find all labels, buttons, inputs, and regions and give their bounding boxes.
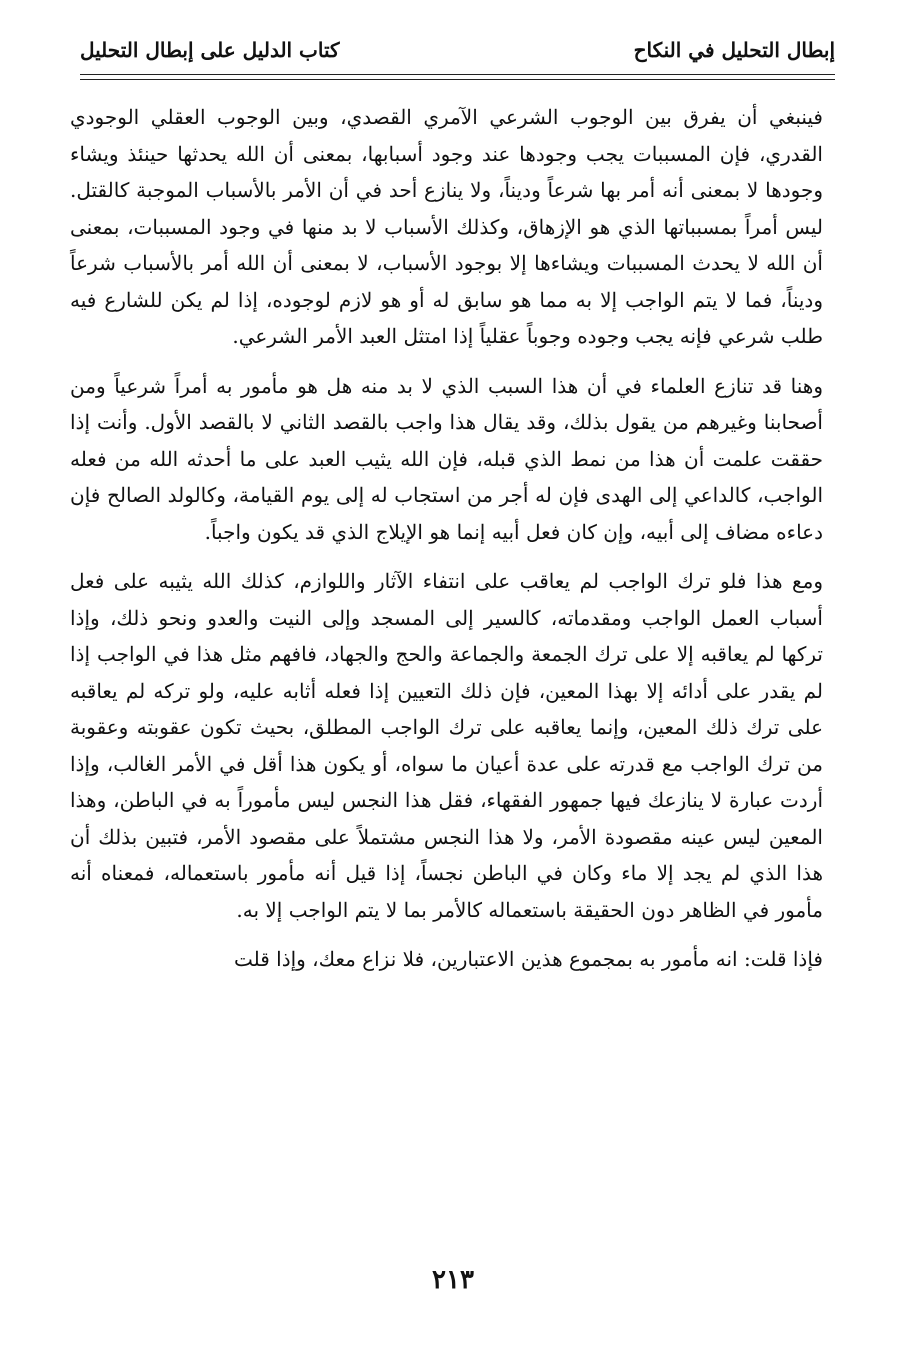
header-left-title: كتاب الدليل على إبطال التحليل: [80, 38, 340, 62]
paragraph-2: وهنا قد تنازع العلماء في أن هذا السبب الذي لا بد منه هل هو مأمور به أمراً شرعياً ومن أصحابنا وغيرهم من يقول بذلك، وقد يقال هذا واجب بالقصد الثاني لا بالقصد الأول. وأنت إذا حققت علمت أن هذا من نمط الذي قبله، فإن الله يثيب العبد على ما أحدثه الله من فعله الواجب، كالداعي إلى الهدى فإن له أجر من استجاب له إلى يوم القيامة، وكالولد الصالح فإن دعاءه مضاف إلى أبيه، وإن كان فعل أبيه إنما هو الإيلاج الذي قد يكون واجباً.: [70, 373, 824, 544]
page-body: [70, 99, 823, 978]
header-right-title: إبطال التحليل في النكاح: [633, 38, 835, 62]
header-rule-top: [80, 74, 835, 75]
paragraph-1: فينبغي أن يفرق بين الوجوب الشرعي الآمري القصدي، وبين الوجوب العقلي الوجودي القدري، فإن المسببات يجب وجودها عند وجود أسبابها، بمعنى أن الله يحدثها حينئذ ويشاء وجودها لا بمعنى أنه أمر بها شرعاً وديناً، ولا ينازع أحد في أن الأمر بالأسباب الموجبة كالقتل. ليس أمراً بمسبباتها الذي هو الإزهاق، وكذلك الأسباب لا بد منها في وجود المسببات، بمعنى أن الله لا يحدث المسببات ويشاءها إلا بوجود الأسباب، لا بمعنى أن الله أمر بالأسباب شرعاً وديناً، فما لا يتم الواجب إلا به مما هو سابق له أو هو لازم لوجوده، إذا لم يكن للشارع فيه طلب شرعي فإنه يجب وجوده وجوباً عقلياً إذا امتثل العبد الأمر الشرعي.: [70, 105, 823, 348]
page-number: ٢١٣: [432, 1265, 474, 1295]
header-rule-bottom: [80, 79, 835, 80]
paragraph-3: ومع هذا فلو ترك الواجب لم يعاقب على انتفاء الآثار واللوازم، كذلك الله يثيبه على فعل أسباب العمل الواجب ومقدماته، كالسير إلى المسجد وإلى النيت والعدو ونحو ذلك، وإذا تركها لم يعاقبه إلا على ترك الجمعة والجماعة والحج والجهاد، فافهم مثل هذا في الواجب إذا لم يقدر على أدائه إلا بهذا المعين، فإن ذلك التعيين إذا فعله أثابه عليه، ولو تركه لم يعاقبه على ترك ذلك المعين، وإنما يعاقبه على ترك الواجب المطلق، بحيث تكون عقوبته وعقوبة من ترك الواجب مع قدرته على عدة أعيان ما سواه، أو يكون هذا أقل في الأمر الغالب، وإذا أردت عبارة لا ينازعك فيها جمهور الفقهاء، فقل هذا النجس ليس مأموراً به في الباطن، وهذا المعين ليس عينه مقصودة الأمر، ولا هذا النجس مشتملاً على مقصود الأمر، فتبين بذلك أن هذا الذي لم يجد إلا ماء وكان في الباطن نجساً، إذا قيل أنه مأمور باستعماله، فمعناه أنه مأمور في الظاهر دون الحقيقة باستعماله كالأمر بما لا يتم الواجب إلا به.: [70, 569, 823, 922]
paragraph-4: فإذا قلت: انه مأمور به بمجموع هذين الاعتبارين، فلا نزاع معك، وإذا قلت: [233, 947, 823, 971]
running-header: [80, 36, 835, 76]
